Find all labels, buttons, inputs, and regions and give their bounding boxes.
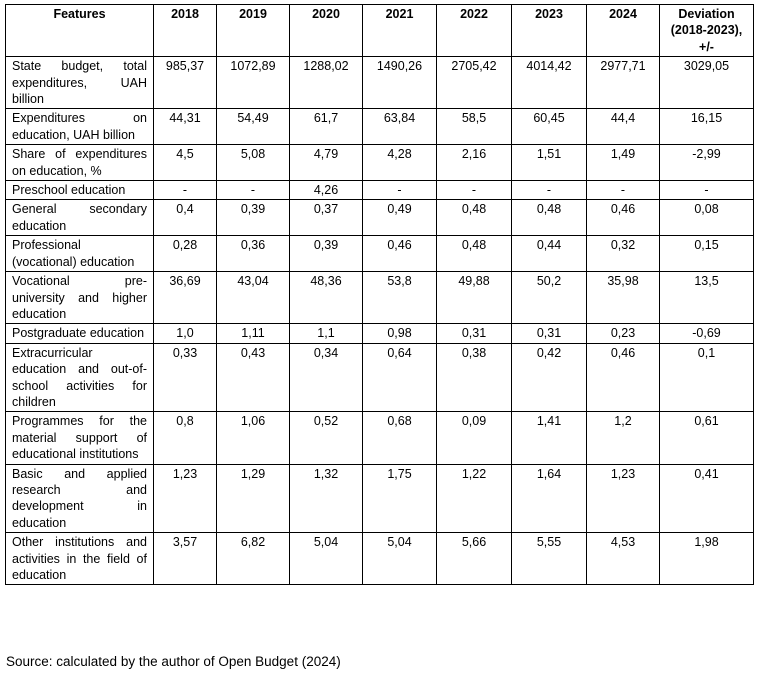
value-cell: 2977,71 — [587, 57, 660, 109]
value-cell: 0,36 — [217, 236, 290, 272]
value-cell: 1490,26 — [363, 57, 437, 109]
feature-cell: State budget, total expenditures, UAH billion — [6, 57, 154, 109]
header-2021: 2021 — [363, 5, 437, 57]
table-row — [6, 236, 754, 272]
header-2024: 2024 — [587, 5, 660, 57]
table-row — [6, 533, 754, 585]
feature-cell: Professional (vocational) education — [6, 236, 154, 272]
value-cell: 6,82 — [217, 533, 290, 585]
value-cell: 1,51 — [512, 145, 587, 181]
value-cell: - — [512, 181, 587, 200]
header-2019: 2019 — [217, 5, 290, 57]
value-cell: 0,42 — [512, 343, 587, 412]
table-row — [6, 57, 754, 109]
value-cell: 1,98 — [660, 533, 754, 585]
value-cell: 1,23 — [587, 464, 660, 533]
value-cell: 0,68 — [363, 412, 437, 464]
value-cell: 0,39 — [290, 236, 363, 272]
value-cell: 0,46 — [587, 200, 660, 236]
value-cell: 0,8 — [154, 412, 217, 464]
value-cell: 1072,89 — [217, 57, 290, 109]
value-cell: -0,69 — [660, 324, 754, 343]
value-cell: 54,49 — [217, 109, 290, 145]
table-row — [6, 272, 754, 324]
education-expenditure-table — [5, 4, 754, 585]
value-cell: 44,4 — [587, 109, 660, 145]
value-cell: 0,1 — [660, 343, 754, 412]
value-cell: 0,46 — [363, 236, 437, 272]
value-cell: 58,5 — [437, 109, 512, 145]
value-cell: 0,33 — [154, 343, 217, 412]
value-cell: 0,31 — [437, 324, 512, 343]
header-2018: 2018 — [154, 5, 217, 57]
value-cell: 0,52 — [290, 412, 363, 464]
value-cell: -2,99 — [660, 145, 754, 181]
value-cell: 0,48 — [512, 200, 587, 236]
value-cell: 4,53 — [587, 533, 660, 585]
value-cell: 5,04 — [290, 533, 363, 585]
value-cell: 1288,02 — [290, 57, 363, 109]
header-deviation: Deviation (2018-2023), +/- — [660, 5, 754, 57]
value-cell: 0,34 — [290, 343, 363, 412]
value-cell: 1,41 — [512, 412, 587, 464]
table-row — [6, 412, 754, 464]
value-cell: 1,64 — [512, 464, 587, 533]
value-cell: 0,44 — [512, 236, 587, 272]
header-features: Features — [6, 5, 154, 57]
value-cell: 0,23 — [587, 324, 660, 343]
feature-cell: Vocational pre-university and higher education — [6, 272, 154, 324]
value-cell: 1,32 — [290, 464, 363, 533]
value-cell: 5,04 — [363, 533, 437, 585]
value-cell: 1,06 — [217, 412, 290, 464]
value-cell: 35,98 — [587, 272, 660, 324]
feature-cell: Basic and applied research and development in education — [6, 464, 154, 533]
feature-cell: Share of expenditures on education, % — [6, 145, 154, 181]
value-cell: 0,08 — [660, 200, 754, 236]
value-cell: 0,37 — [290, 200, 363, 236]
value-cell: 4,5 — [154, 145, 217, 181]
value-cell: 0,09 — [437, 412, 512, 464]
table-header — [6, 5, 754, 57]
value-cell: 13,5 — [660, 272, 754, 324]
header-2023: 2023 — [512, 5, 587, 57]
value-cell: 4014,42 — [512, 57, 587, 109]
value-cell: 0,49 — [363, 200, 437, 236]
header-2022: 2022 — [437, 5, 512, 57]
value-cell: 4,79 — [290, 145, 363, 181]
value-cell: 0,39 — [217, 200, 290, 236]
feature-cell: Postgraduate education — [6, 324, 154, 343]
value-cell: 1,29 — [217, 464, 290, 533]
value-cell: 49,88 — [437, 272, 512, 324]
value-cell: 0,31 — [512, 324, 587, 343]
value-cell: 1,49 — [587, 145, 660, 181]
value-cell: 53,8 — [363, 272, 437, 324]
value-cell: 4,26 — [290, 181, 363, 200]
value-cell: - — [217, 181, 290, 200]
table-row — [6, 109, 754, 145]
value-cell: 36,69 — [154, 272, 217, 324]
feature-cell: Programmes for the material support of educational institutions — [6, 412, 154, 464]
table-row — [6, 181, 754, 200]
value-cell: - — [154, 181, 217, 200]
value-cell: 0,32 — [587, 236, 660, 272]
value-cell: 985,37 — [154, 57, 217, 109]
value-cell: 0,48 — [437, 200, 512, 236]
value-cell: 48,36 — [290, 272, 363, 324]
value-cell: 43,04 — [217, 272, 290, 324]
value-cell: 1,1 — [290, 324, 363, 343]
value-cell: 1,23 — [154, 464, 217, 533]
value-cell: 0,15 — [660, 236, 754, 272]
value-cell: 3029,05 — [660, 57, 754, 109]
table-row — [6, 464, 754, 533]
value-cell: 61,7 — [290, 109, 363, 145]
value-cell: 63,84 — [363, 109, 437, 145]
table-row — [6, 324, 754, 343]
value-cell: 1,11 — [217, 324, 290, 343]
value-cell: 0,98 — [363, 324, 437, 343]
value-cell: 5,55 — [512, 533, 587, 585]
value-cell: 44,31 — [154, 109, 217, 145]
value-cell: 0,4 — [154, 200, 217, 236]
table-row — [6, 145, 754, 181]
table-row — [6, 343, 754, 412]
value-cell: 1,0 — [154, 324, 217, 343]
value-cell: 0,43 — [217, 343, 290, 412]
feature-cell: Other institutions and activities in the field of education — [6, 533, 154, 585]
value-cell: 2705,42 — [437, 57, 512, 109]
value-cell: 1,22 — [437, 464, 512, 533]
value-cell: 0,64 — [363, 343, 437, 412]
header-2020: 2020 — [290, 5, 363, 57]
value-cell: 1,2 — [587, 412, 660, 464]
value-cell: 5,66 — [437, 533, 512, 585]
value-cell: 0,41 — [660, 464, 754, 533]
value-cell: - — [363, 181, 437, 200]
feature-cell: General secondary education — [6, 200, 154, 236]
feature-cell: Extracurricular education and out-of-school activities for children — [6, 343, 154, 412]
value-cell: - — [660, 181, 754, 200]
value-cell: 0,38 — [437, 343, 512, 412]
table-body — [6, 57, 754, 585]
value-cell: 4,28 — [363, 145, 437, 181]
feature-cell: Preschool education — [6, 181, 154, 200]
value-cell: 5,08 — [217, 145, 290, 181]
value-cell: 1,75 — [363, 464, 437, 533]
value-cell: 50,2 — [512, 272, 587, 324]
header-row — [6, 5, 754, 57]
value-cell: 2,16 — [437, 145, 512, 181]
value-cell: 60,45 — [512, 109, 587, 145]
value-cell: 0,61 — [660, 412, 754, 464]
value-cell: 0,46 — [587, 343, 660, 412]
table-row — [6, 200, 754, 236]
value-cell: - — [587, 181, 660, 200]
value-cell: 0,28 — [154, 236, 217, 272]
value-cell: 3,57 — [154, 533, 217, 585]
source-note: Source: calculated by the author of Open Budget (2024) — [6, 654, 341, 669]
value-cell: 16,15 — [660, 109, 754, 145]
value-cell: 0,48 — [437, 236, 512, 272]
value-cell: - — [437, 181, 512, 200]
feature-cell: Expenditures on education, UAH billion — [6, 109, 154, 145]
